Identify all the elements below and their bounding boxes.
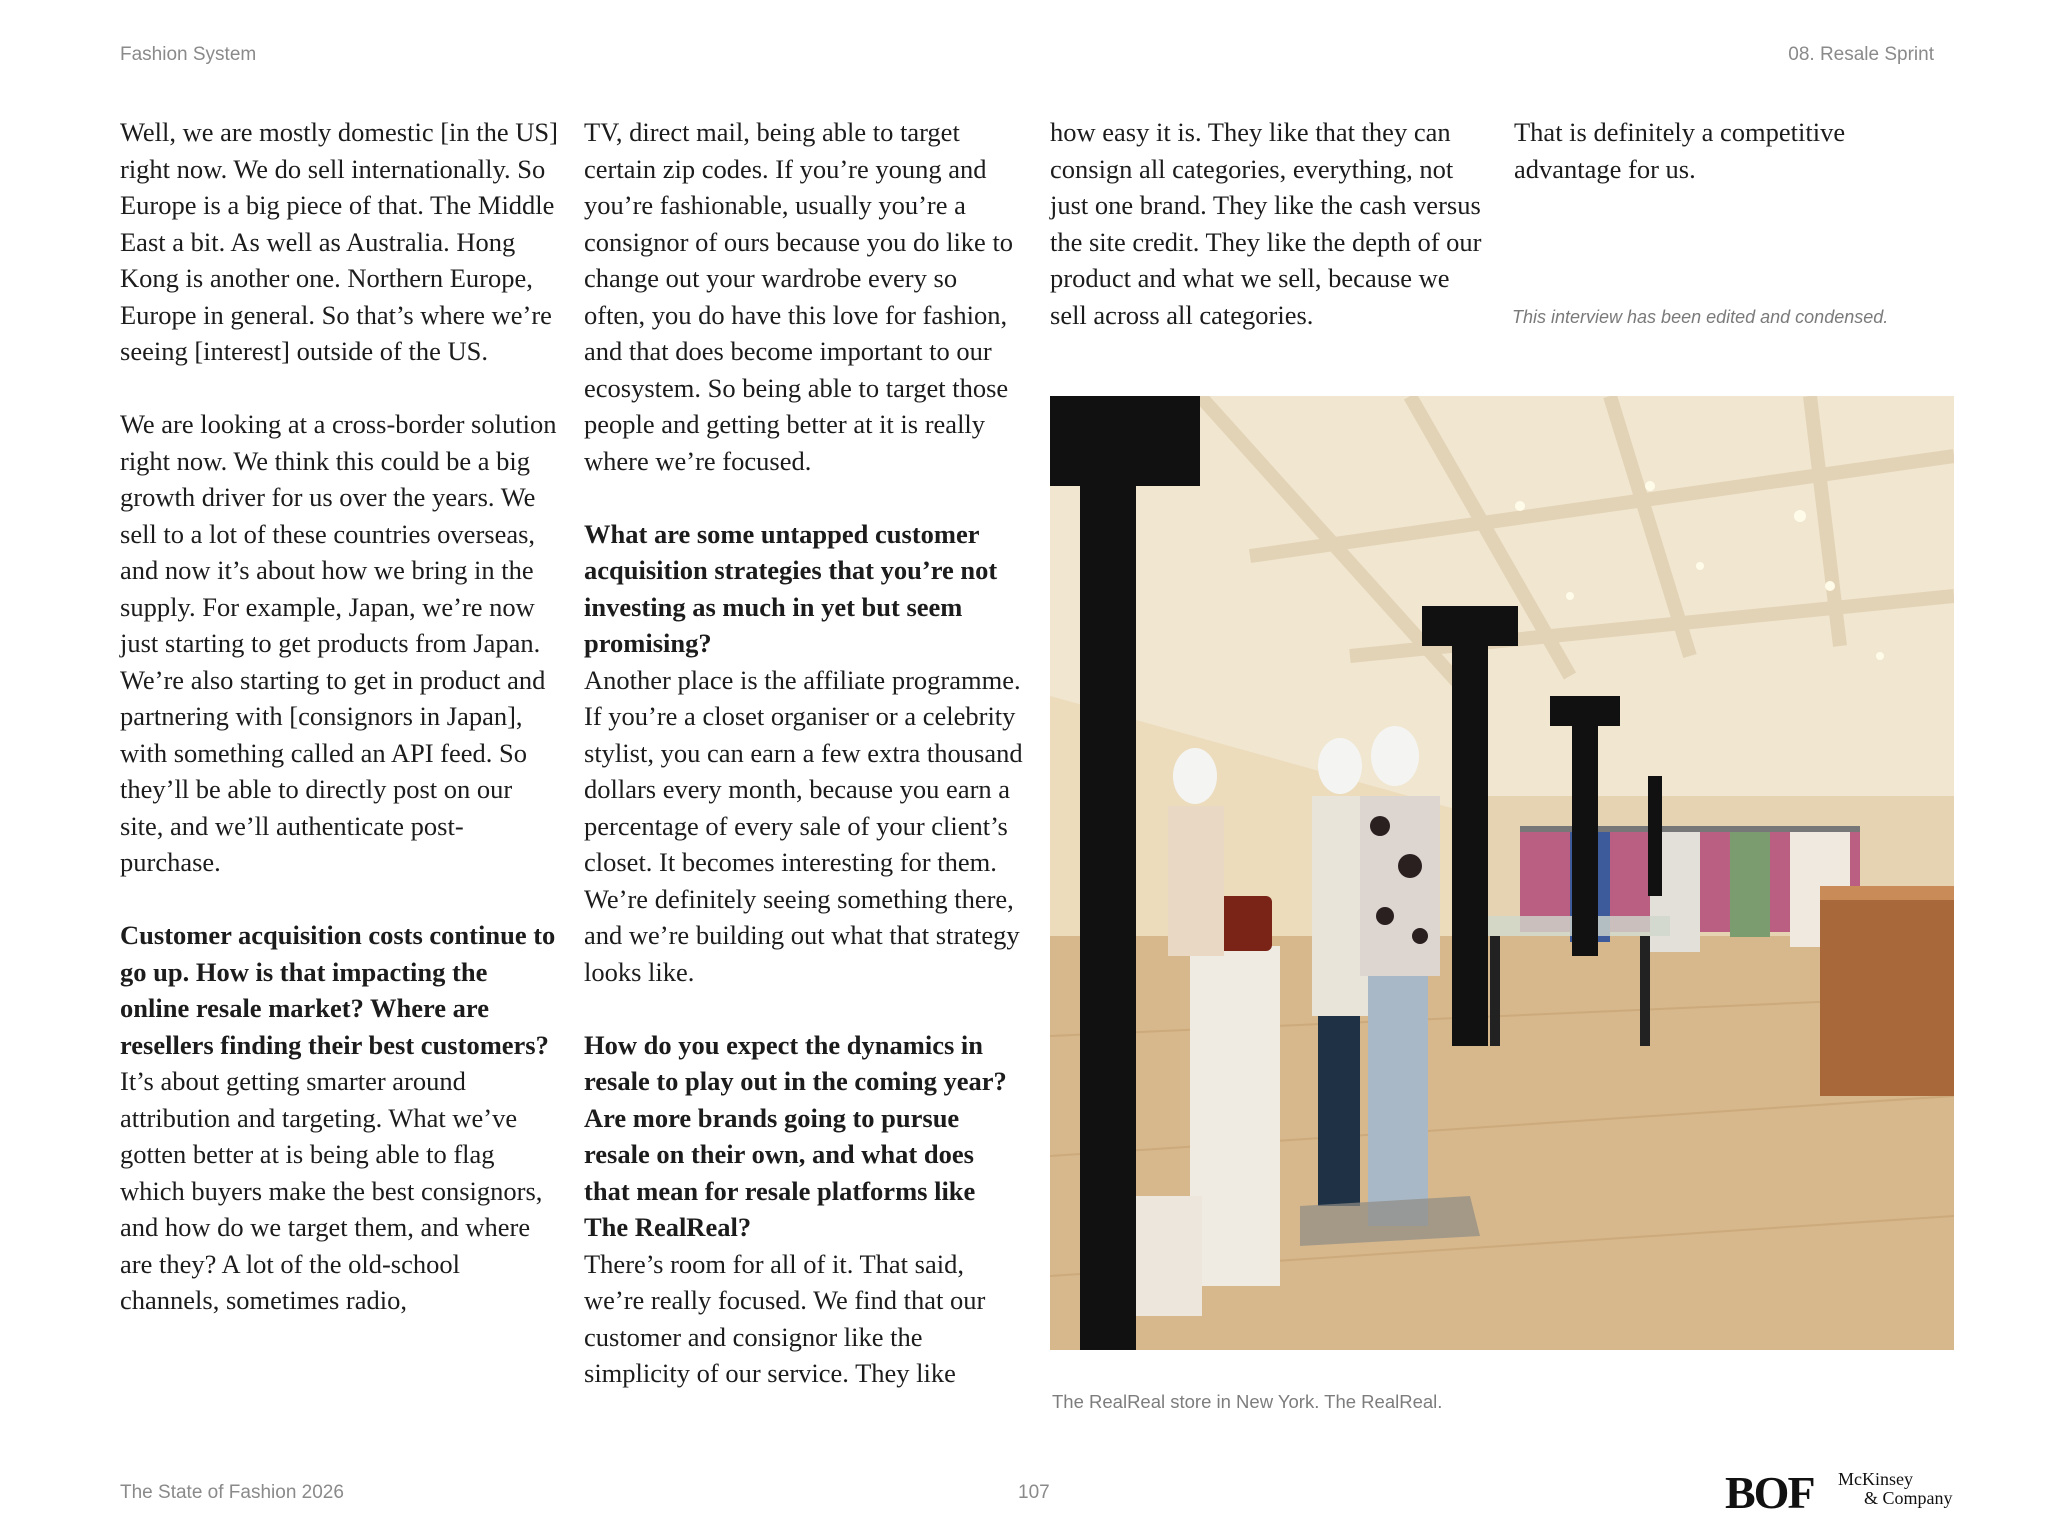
- editor-note: This interview has been edited and condensed.: [1512, 307, 1889, 327]
- paragraph: TV, direct mail, being able to target certain zip codes. If you’re young and you’re fashionable, usually you’re a consignor of ours because you do like to change out your wardrobe every so often, you do have this love for fashion, and that does become important to our ecosystem. So being able to target those people and getting better at it is really where we’re focused.: [584, 117, 1014, 476]
- text-column-2: [584, 114, 1024, 1392]
- interview-answer: There’s room for all of it. That said, we’re really focused. We find that our customer and consignor like the simplicity of our service. They like: [584, 1248, 986, 1388]
- chapter-title: 08. Resale Sprint: [1788, 44, 1934, 65]
- paragraph: how easy it is. They like that they can consign all categories, everything, not just one brand. They like the cash versus the site credit. They like the depth of our product and what we sell, because we sell across all categories.: [1050, 117, 1482, 330]
- paragraph: That is definitely a competitive advantage for us.: [1514, 117, 1846, 184]
- photo-caption: The RealReal store in New York. The RealReal.: [1052, 1391, 1443, 1412]
- photo-display-table: [1470, 916, 1670, 936]
- mckinsey-logo-line2: & Company: [1864, 1488, 1953, 1508]
- photo-pedestal: [1190, 946, 1280, 1286]
- mckinsey-logo: [1838, 1470, 1958, 1508]
- paragraph: Well, we are mostly domestic [in the US] right now. We do sell internationally. So Europe is a big piece of that. The Middle East a bit. As well as Australia. Hong Kong is another one. Northern Europe, Europe in general. So that’s where we’re seeing [interest] outside of the US.: [120, 117, 558, 366]
- store-photo: [1050, 396, 1954, 1350]
- photo-counter: [1820, 896, 1954, 1096]
- text-column-4: [1514, 114, 1944, 187]
- bof-logo: BOF: [1725, 1467, 1814, 1518]
- interview-question: How do you expect the dynamics in resale to play out in the coming year? Are more brands going to pursue resale on their own, and what does that mean for resale platforms like The RealReal?: [584, 1029, 1007, 1242]
- interview-question: What are some untapped customer acquisition strategies that you’re not investing as much in yet but seem promising?: [584, 518, 998, 658]
- interview-answer: It’s about getting smarter around attribution and targeting. What we’ve gotten better at is being able to flag which buyers make the best consignors, and how do we target them, and where are they? A lot of the old-school channels, sometimes radio,: [120, 1066, 543, 1315]
- interview-answer: Another place is the affiliate programme. If you’re a closet organiser or a celebrity stylist, you can earn a few extra thousand dollars every month, because you earn a percentage of every sale of your client’s closet. It becomes interesting for them. We’re definitely seeing something there, and we’re building out what that strategy looks like.: [584, 664, 1023, 987]
- text-column-1: [120, 114, 560, 1319]
- interview-question: Customer acquisition costs continue to go up. How is that impacting the online resale market? Where are resellers finding their best customers?: [120, 920, 556, 1060]
- paragraph: We are looking at a cross-border solution right now. We think this could be a big growth driver for us over the years. We sell to a lot of these countries overseas, and now it’s about how we bring in the supply. For example, Japan, we’re now just starting to get products from Japan. We’re also starting to get in product and partnering with [consignors in Japan], with something called an API feed. So they’ll be able to directly post on our site, and we’ll authenticate post-purchase.: [120, 409, 557, 877]
- page-number: 107: [1018, 1482, 1050, 1503]
- text-column-3: [1050, 114, 1490, 333]
- report-title: The State of Fashion 2026: [120, 1482, 344, 1503]
- mckinsey-logo-line1: McKinsey: [1838, 1469, 1913, 1489]
- section-title: Fashion System: [120, 44, 257, 65]
